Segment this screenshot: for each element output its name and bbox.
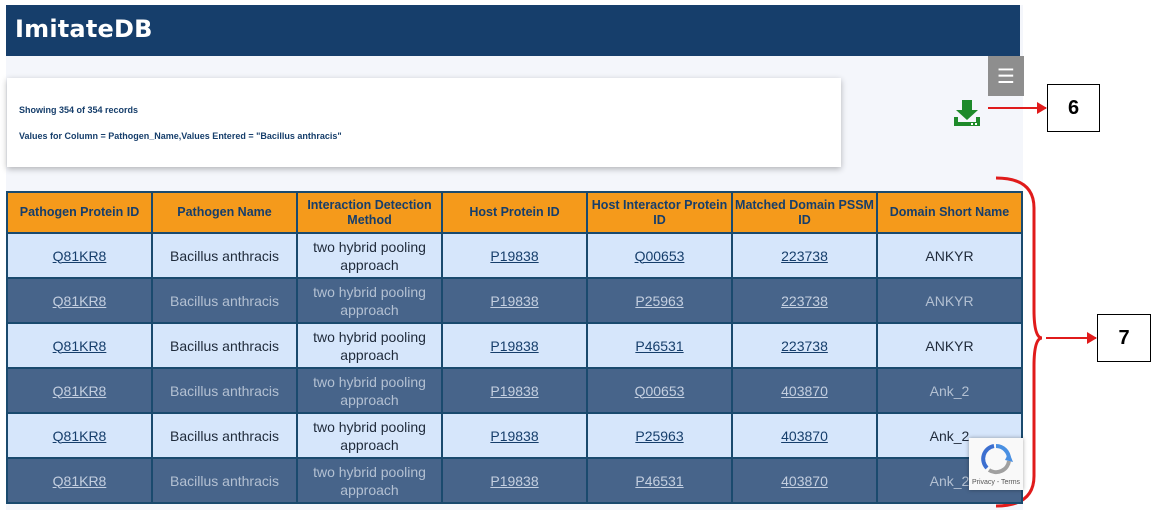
- recaptcha-badge[interactable]: [969, 438, 1023, 490]
- cell-link[interactable]: P46531: [635, 472, 684, 489]
- table-cell: [732, 368, 877, 413]
- column-header: Interaction Detection Method: [297, 192, 442, 233]
- table-row: [7, 278, 1022, 323]
- table-cell: [442, 323, 587, 368]
- table-body: [7, 233, 1022, 503]
- cell-link[interactable]: 223738: [781, 337, 828, 354]
- hamburger-icon: ☰: [997, 64, 1015, 88]
- table-cell: ANKYR: [877, 233, 1022, 278]
- table-cell: [732, 458, 877, 503]
- table-cell: Bacillus anthracis: [152, 368, 297, 413]
- cell-link[interactable]: P25963: [635, 427, 684, 444]
- table-cell: [7, 233, 152, 278]
- table-cell: two hybrid pooling approach: [297, 278, 442, 323]
- cell-link[interactable]: 403870: [781, 382, 828, 399]
- table-cell: [7, 458, 152, 503]
- recaptcha-terms[interactable]: Privacy - Terms: [971, 479, 1021, 486]
- download-icon: [952, 98, 982, 128]
- column-header: Matched Domain PSSM ID: [732, 192, 877, 233]
- table-row: [7, 413, 1022, 458]
- table-cell: [442, 233, 587, 278]
- table-cell: [587, 323, 732, 368]
- column-header: Domain Short Name: [877, 192, 1022, 233]
- column-header: Pathogen Name: [152, 192, 297, 233]
- callout-box-6: 6: [1047, 84, 1100, 132]
- table-cell: ANKYR: [877, 323, 1022, 368]
- table-cell: [587, 458, 732, 503]
- table-cell: Bacillus anthracis: [152, 413, 297, 458]
- table-cell: [732, 278, 877, 323]
- table-row: [7, 458, 1022, 503]
- cell-link[interactable]: Q81KR8: [52, 427, 107, 444]
- info-card: [7, 78, 841, 167]
- cell-link[interactable]: P25963: [635, 292, 684, 309]
- table-cell: ANKYR: [877, 278, 1022, 323]
- table-cell: two hybrid pooling approach: [297, 233, 442, 278]
- cell-link[interactable]: P19838: [490, 337, 539, 354]
- table-cell: Bacillus anthracis: [152, 278, 297, 323]
- cell-link[interactable]: Q81KR8: [52, 337, 107, 354]
- cell-link[interactable]: 223738: [781, 292, 828, 309]
- table-cell: [7, 323, 152, 368]
- table-cell: [587, 233, 732, 278]
- cell-link[interactable]: Q81KR8: [52, 292, 107, 309]
- table-cell: [732, 323, 877, 368]
- column-header: Pathogen Protein ID: [7, 192, 152, 233]
- table-cell: [587, 368, 732, 413]
- table-cell: Bacillus anthracis: [152, 233, 297, 278]
- table-cell: [442, 278, 587, 323]
- table-cell: [442, 458, 587, 503]
- table-cell: Ank_2: [877, 458, 1022, 503]
- table-cell: [587, 278, 732, 323]
- callout-box-7: 7: [1097, 314, 1151, 362]
- column-header: Host Protein ID: [442, 192, 587, 233]
- recaptcha-icon: [969, 440, 1023, 480]
- cell-link[interactable]: Q81KR8: [52, 472, 107, 489]
- callout-arrow-6: [988, 107, 1046, 109]
- table-cell: [7, 413, 152, 458]
- table-cell: two hybrid pooling approach: [297, 323, 442, 368]
- cell-link[interactable]: Q00653: [634, 382, 685, 399]
- table-cell: Bacillus anthracis: [152, 458, 297, 503]
- table-cell: [732, 233, 877, 278]
- cell-link[interactable]: P46531: [635, 337, 684, 354]
- table-header-row: [7, 192, 1022, 233]
- table-cell: [587, 413, 732, 458]
- app-header: [6, 5, 1020, 56]
- cell-link[interactable]: Q81KR8: [52, 247, 107, 264]
- cell-link[interactable]: Q81KR8: [52, 382, 107, 399]
- table-cell: [7, 278, 152, 323]
- download-button[interactable]: [952, 98, 982, 128]
- table-cell: [442, 413, 587, 458]
- table-cell: two hybrid pooling approach: [297, 368, 442, 413]
- table-cell: two hybrid pooling approach: [297, 413, 442, 458]
- cell-link[interactable]: P19838: [490, 472, 539, 489]
- app-title: ImitateDB: [15, 15, 153, 43]
- table-row: [7, 233, 1022, 278]
- table-cell: Ank_2: [877, 368, 1022, 413]
- table-row: [7, 368, 1022, 413]
- table-cell: Bacillus anthracis: [152, 323, 297, 368]
- cell-link[interactable]: 403870: [781, 427, 828, 444]
- cell-link[interactable]: P19838: [490, 292, 539, 309]
- table-cell: [442, 368, 587, 413]
- cell-link[interactable]: P19838: [490, 247, 539, 264]
- filter-summary-text: Values for Column = Pathogen_Name,Values Entered = "Bacillus anthracis": [19, 131, 342, 141]
- table-cell: Ank_2: [877, 413, 1022, 458]
- records-count-text: Showing 354 of 354 records: [19, 105, 139, 115]
- callout-arrow-7: [1046, 337, 1096, 339]
- table-cell: [732, 413, 877, 458]
- results-table: [6, 191, 1023, 504]
- cell-link[interactable]: 403870: [781, 472, 828, 489]
- cell-link[interactable]: P19838: [490, 382, 539, 399]
- menu-button[interactable]: [988, 56, 1024, 96]
- column-header: Host Interactor Protein ID: [587, 192, 732, 233]
- table-cell: two hybrid pooling approach: [297, 458, 442, 503]
- table-row: [7, 323, 1022, 368]
- cell-link[interactable]: 223738: [781, 247, 828, 264]
- cell-link[interactable]: P19838: [490, 427, 539, 444]
- cell-link[interactable]: Q00653: [634, 247, 685, 264]
- table-cell: [7, 368, 152, 413]
